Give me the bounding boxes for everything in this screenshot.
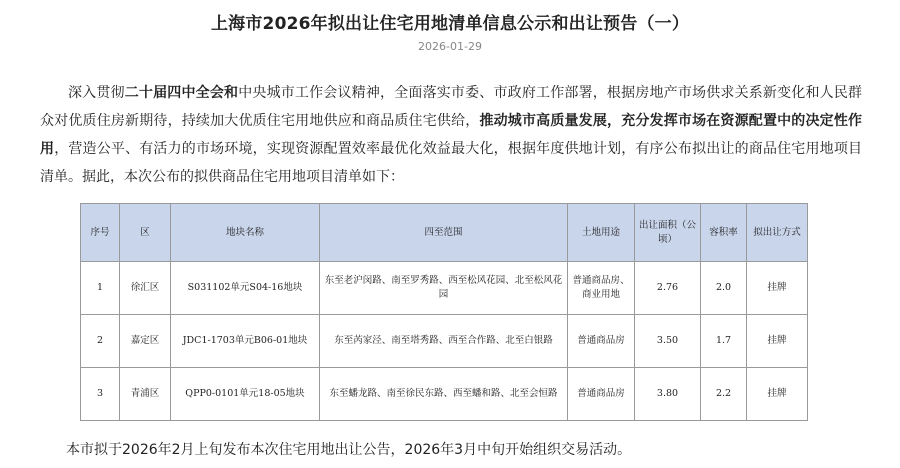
cell-no: 1: [81, 262, 120, 315]
footer-note: 本市拟于2026年2月上旬发布本次住宅用地出让公告，2026年3月中旬开始组织交易活动。: [66, 442, 632, 458]
cell-area: 3.50: [635, 315, 701, 368]
cell-use: 普通商品房: [568, 315, 635, 368]
publish-date: 2026-01-29: [418, 40, 482, 53]
cell-parcel: JDC1-1703单元B06-01地块: [171, 315, 320, 368]
cell-district: 青浦区: [120, 368, 171, 421]
cell-boundary: 东至蟠龙路、南至徐民东路、西至蟠和路、北至会恒路: [320, 368, 568, 421]
cell-far: 2.2: [701, 368, 747, 421]
cell-far: 1.7: [701, 315, 747, 368]
cell-far: 2.0: [701, 262, 747, 315]
cell-boundary: 东至老沪闵路、南至罗秀路、西至松风花园、北至松风花园: [320, 262, 568, 315]
cell-area: 2.76: [635, 262, 701, 315]
cell-no: 2: [81, 315, 120, 368]
cell-boundary: 东至芮家泾、南至塔秀路、西至合作路、北至白银路: [320, 315, 568, 368]
cell-parcel: S031102单元S04-16地块: [171, 262, 320, 315]
cell-no: 3: [81, 368, 120, 421]
table-row: [81, 368, 808, 421]
cell-method: 挂牌: [747, 262, 808, 315]
cell-use: 普通商品房: [568, 368, 635, 421]
intro-bold-1: 二十届四中全会和: [124, 85, 239, 101]
intro-text-2: 中央城市工作会议精神，全面落实市委、市政府工作部署，根据房地产市场供求关系新变化和人民群众对优质住房新期待，持续加大优质住宅用地供应和商品质住宅供给，: [40, 85, 863, 129]
intro-paragraph: [40, 79, 862, 191]
cell-method: 挂牌: [747, 315, 808, 368]
table-row: [81, 315, 808, 368]
table-header-row: [81, 204, 808, 262]
table-row: [81, 262, 808, 315]
cell-area: 3.80: [635, 368, 701, 421]
land-parcel-table: [80, 203, 808, 421]
header-method: 拟出让方式: [747, 204, 808, 262]
header-use: 土地用途: [568, 204, 635, 262]
cell-method: 挂牌: [747, 368, 808, 421]
intro-text-3: ，营造公平、有活力的市场环境，实现资源配置效率最优化效益最大化，根据年度供地计划，有序公布拟出让的商品住宅用地项目清单。据此，本次公布的拟供商品住宅用地项目清单如下：: [40, 141, 863, 185]
intro-bold-2: 推动城市高质量发展，充分发挥市场在资源配置中的决定性作用: [40, 113, 862, 157]
header-parcel: 地块名称: [171, 204, 320, 262]
cell-district: 徐汇区: [120, 262, 171, 315]
header-far: 容积率: [701, 204, 747, 262]
cell-use: 普通商品房、商业用地: [568, 262, 635, 315]
cell-parcel: QPP0-0101单元18-05地块: [171, 368, 320, 421]
intro-text-1: 深入贯彻: [68, 85, 125, 101]
cell-district: 嘉定区: [120, 315, 171, 368]
header-no: 序号: [81, 204, 120, 262]
header-boundary: 四至范围: [320, 204, 568, 262]
header-area: 出让面积（公顷）: [635, 204, 701, 262]
header-district: 区: [120, 204, 171, 262]
article-title: 上海市2026年拟出让住宅用地清单信息公示和出让预告（一）: [210, 14, 690, 34]
